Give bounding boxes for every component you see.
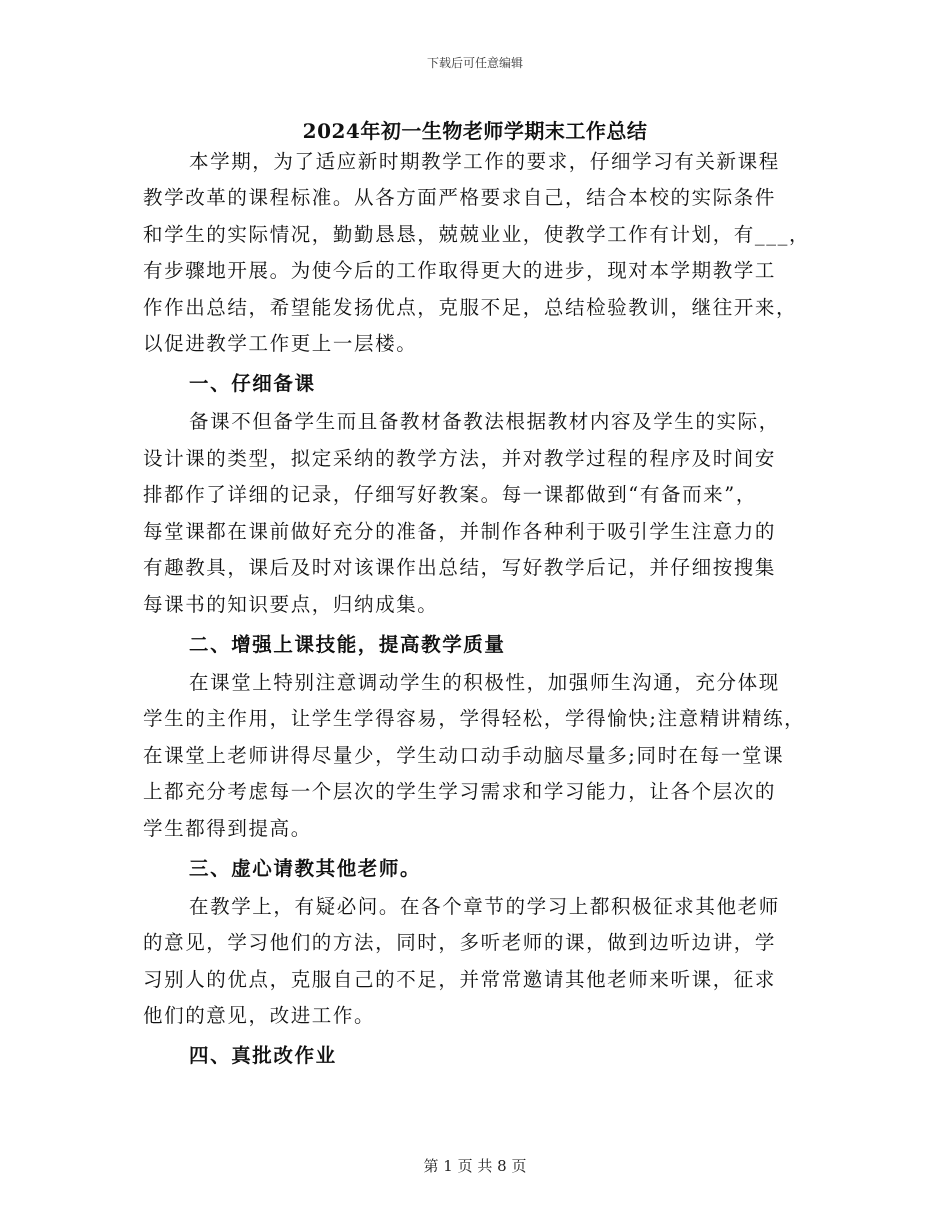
section-line: 设计课的类型，拟定采纳的教学方法，并对教学过程的程序及时间安 [143, 447, 777, 470]
section-line: 备课不但备学生而且备教材备教法根据教材内容及学生的实际， [189, 410, 780, 433]
document-title: 2024年初一生物老师学期末工作总结 [302, 119, 648, 143]
section-heading: 三、虚心请教其他老师。 [189, 857, 422, 880]
header-note: 下载后可任意编辑 [426, 56, 523, 70]
intro-line: 本学期，为了适应新时期教学工作的要求，仔细学习有关新课程 [189, 150, 780, 173]
intro-line: 作作出总结，希望能发扬优点，克服不足，总结检验教训，继往开来， [143, 296, 798, 319]
section-line: 习别人的优点，克服自己的不足，并常常邀请其他老师来听课，征求 [143, 968, 777, 991]
section-heading: 四、真批改作业 [189, 1044, 337, 1067]
section-line: 上都充分考虑每一个层次的学生学习需求和学习能力，让各个层次的 [143, 780, 777, 803]
page-number-footer: 第 1 页 共 8 页 [423, 1157, 527, 1175]
intro-line: 有步骤地开展。为使今后的工作取得更大的进步，现对本学期教学工 [143, 259, 777, 282]
section-line: 在教学上，有疑必问。在各个章节的学习上都积极征求其他老师 [189, 895, 780, 918]
section-line: 每课书的知识要点，归纳成集。 [143, 593, 439, 616]
intro-line: 和学生的实际情况，勤勤恳恳，兢兢业业，使教学工作有计划，有___， [143, 223, 811, 246]
section-line: 学生都得到提高。 [143, 817, 312, 840]
section-line: 在课堂上老师讲得尽量少，学生动口动手动脑尽量多;同时在每一堂课 [143, 744, 785, 767]
section-line: 排都作了详细的记录，仔细写好教案。每一课都做到“有备而来”， [143, 483, 757, 506]
intro-line: 以促进教学工作更上一层楼。 [143, 332, 418, 355]
intro-line: 教学改革的课程标准。从各方面严格要求自己，结合本校的实际条件 [143, 186, 777, 209]
section-heading: 一、仔细备课 [189, 372, 316, 395]
section-line: 在课堂上特别注意调动学生的积极性，加强师生沟通，充分体现 [189, 671, 780, 694]
section-heading: 二、增强上课技能，提高教学质量 [189, 633, 506, 656]
section-line: 有趣教具，课后及时对该课作出总结，写好教学后记，并仔细按搜集 [143, 556, 777, 579]
section-line: 的意见，学习他们的方法，同时，多听老师的课，做到边听边讲，学 [143, 931, 777, 954]
section-line: 每堂课都在课前做好充分的准备，并制作各种利于吸引学生注意力的 [143, 520, 777, 543]
section-line: 他们的意见，改进工作。 [143, 1004, 376, 1027]
section-line: 学生的主作用，让学生学得容易，学得轻松，学得愉快;注意精讲精练， [143, 707, 806, 730]
